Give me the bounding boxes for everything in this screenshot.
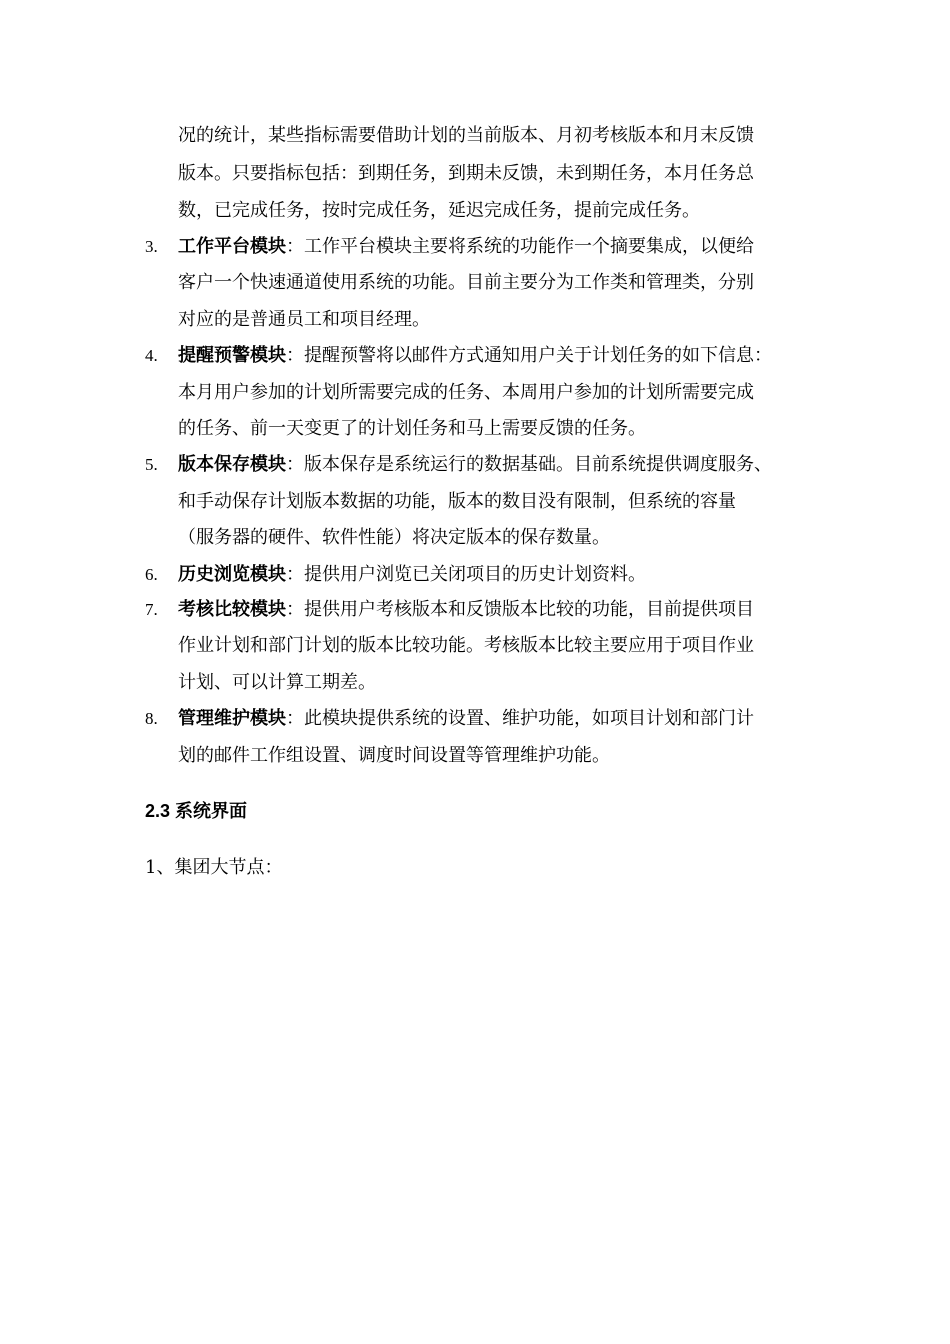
- list-item-first-line: [178, 598, 754, 622]
- paragraph-line: 本月用户参加的计划所需要完成的任务、本周用户参加的计划所需要完成: [178, 382, 754, 403]
- list-item-text: ：此模块提供系统的设置、维护功能，如项目计划和部门计: [286, 708, 754, 729]
- paragraph-line: 版本。只要指标包括：到期任务，到期未反馈，未到期任务，本月任务总: [178, 163, 754, 184]
- list-number: 7.: [145, 600, 158, 619]
- list-number: 8.: [145, 709, 158, 728]
- list-item-text: ：版本保存是系统运行的数据基础。目前系统提供调度服务、: [286, 454, 772, 475]
- list-item-title: 版本保存模块: [178, 454, 286, 475]
- paragraph-line: 数，已完成任务，按时完成任务，延迟完成任务，提前完成任务。: [178, 200, 700, 221]
- list-item-title: 考核比较模块: [178, 599, 286, 620]
- list-item-title: 提醒预警模块: [178, 345, 286, 366]
- paragraph-line: 作业计划和部门计划的版本比较功能。考核版本比较主要应用于项目作业: [178, 635, 754, 656]
- list-item-first-line: [178, 344, 772, 368]
- paragraph-line: 况的统计，某些指标需要借助计划的当前版本、月初考核版本和月末反馈: [178, 125, 754, 146]
- list-number: 4.: [145, 346, 158, 365]
- paragraph-line: 和手动保存计划版本数据的功能，版本的数目没有限制，但系统的容量: [178, 491, 736, 512]
- paragraph-line: 计划、可以计算工期差。: [178, 672, 376, 693]
- list-item-text: ：工作平台模块主要将系统的功能作一个摘要集成，以便给: [286, 236, 754, 257]
- paragraph-line: 客户一个快速通道使用系统的功能。目前主要分为工作类和管理类，分别: [178, 272, 754, 293]
- paragraph-line: 对应的是普通员工和项目经理。: [178, 309, 430, 330]
- list-number: 3.: [145, 237, 158, 256]
- list-item-first-line: [178, 453, 772, 477]
- list-item-title: 管理维护模块: [178, 708, 286, 729]
- list-item-first-line: [178, 563, 646, 587]
- list-item-text: ：提供用户考核版本和反馈版本比较的功能，目前提供项目: [286, 599, 754, 620]
- paragraph-line: 的任务、前一天变更了的计划任务和马上需要反馈的任务。: [178, 418, 646, 439]
- subsection-label: 1、集团大节点：: [145, 857, 283, 878]
- list-item-text: ：提醒预警将以邮件方式通知用户关于计划任务的如下信息：: [286, 345, 772, 366]
- list-item-first-line: [178, 707, 754, 731]
- list-item-title: 历史浏览模块: [178, 564, 286, 585]
- list-item-title: 工作平台模块: [178, 236, 286, 257]
- paragraph-line: 划的邮件工作组设置、调度时间设置等管理维护功能。: [178, 745, 610, 766]
- paragraph-line: （服务器的硬件、软件性能）将决定版本的保存数量。: [178, 527, 610, 548]
- list-item-first-line: [178, 235, 754, 259]
- list-item-text: ：提供用户浏览已关闭项目的历史计划资料。: [286, 564, 646, 585]
- section-heading: 2.3 系统界面: [145, 801, 248, 821]
- list-number: 6.: [145, 565, 158, 584]
- list-number: 5.: [145, 455, 158, 474]
